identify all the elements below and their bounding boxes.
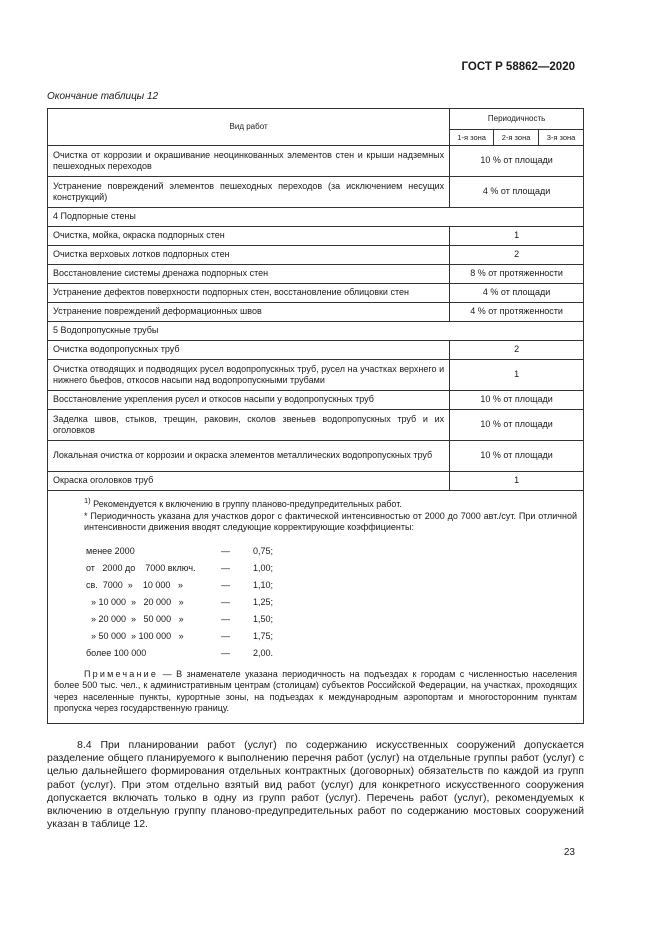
coefficient-value: 1,00; <box>253 563 274 574</box>
work-cell: Восстановление укрепления русел и откосов насыпи у водопропускных труб <box>48 391 450 410</box>
periodicity-cell: 2 <box>450 341 584 360</box>
note <box>54 669 577 715</box>
coefficient-row <box>81 629 288 646</box>
table-notes <box>48 491 584 724</box>
coefficient-dash: — <box>221 614 230 625</box>
coefficient-row <box>81 561 288 578</box>
periodicity-cell: 2 <box>450 246 584 265</box>
coefficient-dash: — <box>221 631 230 642</box>
table-body <box>48 146 584 491</box>
coefficient-range: » 50 000 » 100 000 » <box>86 631 184 642</box>
table-row <box>48 391 584 410</box>
work-cell: Устранение повреждений деформационных швов <box>48 303 450 322</box>
coefficient-value: 1,75; <box>253 631 274 642</box>
coefficient-row <box>81 544 288 561</box>
document-code: ГОСТ Р 58862—2020 <box>461 61 575 73</box>
work-cell: Очистка отводящих и подводящих русел водопропускных труб, русел на участках верхнего и нижнего бьефов, откосов насыпи над водопропускными трубами <box>48 360 450 391</box>
note-label: Примечание <box>84 668 159 679</box>
table-caption: Окончание таблицы 12 <box>47 91 159 102</box>
table-row <box>48 265 584 284</box>
section-row <box>48 322 584 341</box>
coefficient-value: 2,00. <box>253 648 274 659</box>
coefficient-dash: — <box>221 563 230 574</box>
coefficient-range: менее 2000 <box>86 546 135 557</box>
table-row <box>48 341 584 360</box>
work-cell: Устранение повреждений элементов пешеходных переходов (за исключением несущих конструкций) <box>48 177 450 208</box>
coefficient-row <box>81 612 288 629</box>
section-title: 4 Подпорные стены <box>48 208 584 227</box>
work-cell: Устранение дефектов поверхности подпорных стен, восстановление облицовки стен <box>48 284 450 303</box>
works-table <box>47 108 584 724</box>
coefficient-value: 1,10; <box>253 580 274 591</box>
work-cell: Очистка от коррозии и окрашивание неоцинкованных элементов стен и крыши надземных пешеходных переходов <box>48 146 450 177</box>
page-number: 23 <box>563 847 575 858</box>
periodicity-cell: 1 <box>450 472 584 491</box>
note-text: — В знаменателе указана периодичность на подъездах к городам с численностью населения более 500 тыс. чел., к административным центрам (столицам) субъектов Российской Федерации, на участках, проходящих через населенные пункты, курортные зоны, на подъездах к международным аэропортам и многосторонним пунктам пропуска через государственную границу. <box>54 668 577 713</box>
table-row <box>48 227 584 246</box>
table-row <box>48 146 584 177</box>
periodicity-cell: 10 % от площади <box>450 146 584 177</box>
periodicity-cell: 1 <box>450 360 584 391</box>
coefficient-range: » 10 000 » 20 000 » <box>86 597 184 608</box>
table-row <box>48 360 584 391</box>
table-row <box>48 177 584 208</box>
header-zone-2: 2-я зона <box>494 130 539 146</box>
coefficient-row <box>81 578 288 595</box>
work-cell: Очистка водопропускных труб <box>48 341 450 360</box>
coefficient-dash: — <box>221 580 230 591</box>
table-row <box>48 284 584 303</box>
header-zone-1: 1-я зона <box>450 130 494 146</box>
periodicity-cell: 10 % от площади <box>450 441 584 472</box>
periodicity-cell: 8 % от протяженности <box>450 265 584 284</box>
footnote-1-mark: 1) <box>84 496 91 505</box>
coefficients-table <box>81 544 288 663</box>
coefficient-row <box>81 595 288 612</box>
work-cell: Заделка швов, стыков, трещин, раковин, сколов звеньев водопропускных труб и их оголовков <box>48 410 450 441</box>
coefficient-range: » 20 000 » 50 000 » <box>86 614 184 625</box>
table-row <box>48 472 584 491</box>
work-cell: Очистка верховых лотков подпорных стен <box>48 246 450 265</box>
periodicity-cell: 10 % от площади <box>450 391 584 410</box>
coefficient-value: 0,75; <box>253 546 274 557</box>
table-row <box>48 441 584 472</box>
periodicity-cell: 10 % от площади <box>450 410 584 441</box>
table-row <box>48 303 584 322</box>
work-cell: Окраска оголовков труб <box>48 472 450 491</box>
coefficient-row <box>81 646 288 663</box>
footnote-2: * Периодичность указана для участков дорог с фактической интенсивностью от 2000 до 7000 авт./сут. При отличной интенсивности движения вводят следующие корректирующие коэффициенты: <box>84 510 577 532</box>
coefficient-dash: — <box>221 648 230 659</box>
periodicity-cell: 1 <box>450 227 584 246</box>
paragraph-8-4: 8.4 При планировании работ (услуг) по содержанию искусственных сооружений допускается разделение общего планируемого к выполнению перечня работ (услуг) на отдельные группы работ (услуг) с целью дальнейшего формирования отдельных контрактных (договорных) обязательств по каждой из групп работ (услуг). При этом отдельно взятый вид работ (услуг) для конкретного искусственного сооружения допускается включать только в одну из групп работ (услуг). Перечень работ (услуг), рекомендуемых к включению в отдельную группу планово-предупредительных работ по содержанию мостовых сооружений указан в таблице 12. <box>47 739 584 831</box>
table-row <box>48 246 584 265</box>
header-work-type: Вид работ <box>48 109 450 146</box>
coefficient-range: более 100 000 <box>86 648 147 659</box>
periodicity-cell: 4 % от протяженности <box>450 303 584 322</box>
section-row <box>48 208 584 227</box>
footnote-1 <box>54 495 577 511</box>
work-cell: Очистка, мойка, окраска подпорных стен <box>48 227 450 246</box>
table-row <box>48 410 584 441</box>
coefficient-range: св. 7000 » 10 000 » <box>86 580 183 591</box>
header-zone-3: 3-я зона <box>539 130 584 146</box>
coefficient-value: 1,25; <box>253 597 274 608</box>
coefficient-value: 1,50; <box>253 614 274 625</box>
coefficient-range: от 2000 до 7000 включ. <box>86 563 196 574</box>
periodicity-cell: 4 % от площади <box>450 284 584 303</box>
section-title: 5 Водопропускные трубы <box>48 322 584 341</box>
coefficient-dash: — <box>221 597 230 608</box>
work-cell: Восстановление системы дренажа подпорных стен <box>48 265 450 284</box>
footnote-1-text: Рекомендуется к включению в группу планово-предупредительных работ. <box>90 499 402 509</box>
periodicity-cell: 4 % от площади <box>450 177 584 208</box>
work-cell: Локальная очистка от коррозии и окраска элементов металлических водопропускных труб <box>48 441 450 472</box>
header-periodicity: Периодичность <box>450 109 584 130</box>
coefficient-dash: — <box>221 546 230 557</box>
